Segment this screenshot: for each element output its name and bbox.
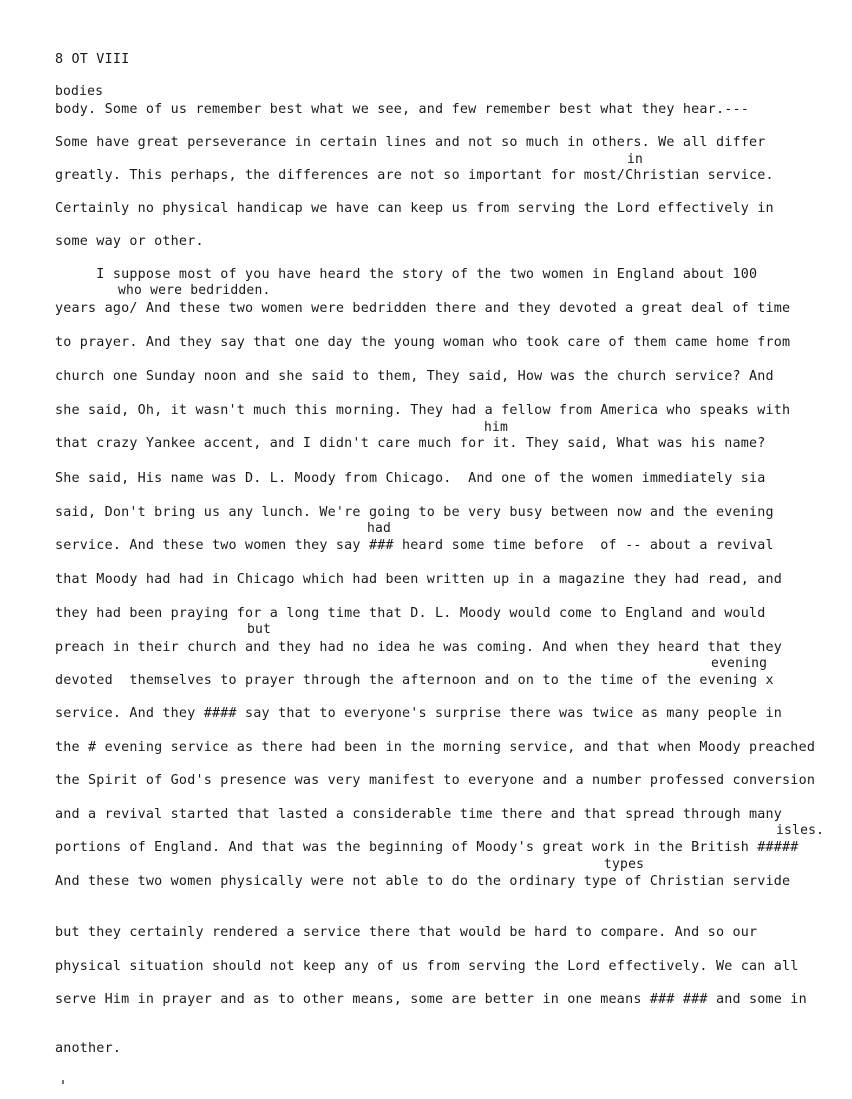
text-line: physical situation should not keep any of us from serving the Lord effectively. We can all: [55, 959, 799, 974]
text-line: serve Him in prayer and as to other means, some are better in one means ### ### and some in: [55, 992, 807, 1007]
text-line: service. And they #### say that to everyone's surprise there was twice as many people in: [55, 706, 783, 721]
page-speck: [62, 1080, 64, 1084]
text-line: they had been praying for a long time that D. L. Moody would come to England and would: [55, 606, 766, 621]
text-line: that Moody had had in Chicago which had been written up in a magazine they had read, and: [55, 572, 783, 587]
text-line: that crazy Yankee accent, and I didn't care much for it. They said, What was his name?: [55, 436, 766, 451]
insertion-text: evening: [711, 656, 768, 671]
page-header: 8 OT VIII: [55, 52, 130, 67]
text-line: preach in their church and they had no idea he was coming. And when they heard that they: [55, 640, 783, 655]
insertion-text: bodies: [55, 84, 104, 99]
text-line: greatly. This perhaps, the differences are not so important for most/Christian service.: [55, 168, 774, 183]
text-line: She said, His name was D. L. Moody from Chicago. And one of the women immediately sia: [55, 471, 766, 486]
text-line: And these two women physically were not able to do the ordinary type of Christian servide: [55, 874, 791, 889]
insertion-text: isles.: [776, 823, 825, 838]
text-line: another.: [55, 1041, 122, 1056]
text-line: some way or other.: [55, 234, 204, 249]
text-line: body. Some of us remember best what we see, and few remember best what they hear.---: [55, 102, 749, 117]
text-line: Some have great perseverance in certain lines and not so much in others. We all differ: [55, 135, 766, 150]
insertion-text: had: [367, 521, 392, 536]
text-line: the Spirit of God's presence was very manifest to everyone and a number professed conversion: [55, 773, 816, 788]
insertion-text: who were bedridden.: [118, 283, 271, 298]
insertion-text: him: [484, 420, 509, 435]
insertion-text: types: [604, 857, 645, 872]
insertion-text: in: [627, 152, 644, 167]
text-line: the # evening service as there had been in the morning service, and that when Moody preached: [55, 740, 816, 755]
text-line: devoted themselves to prayer through the afternoon and on to the time of the evening x: [55, 673, 774, 688]
insertion-text: but: [247, 622, 272, 637]
text-line: I suppose most of you have heard the story of the two women in England about 100: [55, 267, 758, 282]
text-line: Certainly no physical handicap we have can keep us from serving the Lord effectively in: [55, 201, 774, 216]
text-line: but they certainly rendered a service there that would be hard to compare. And so our: [55, 925, 758, 940]
text-line: service. And these two women they say ### heard some time before of -- about a revival: [55, 538, 774, 553]
text-line: portions of England. And that was the beginning of Moody's great work in the British #####: [55, 840, 799, 855]
text-line: she said, Oh, it wasn't much this morning. They had a fellow from America who speaks with: [55, 403, 791, 418]
text-line: and a revival started that lasted a considerable time there and that spread through many: [55, 807, 783, 822]
text-line: years ago/ And these two women were bedridden there and they devoted a great deal of time: [55, 301, 791, 316]
text-line: to prayer. And they say that one day the young woman who took care of them came home from: [55, 335, 791, 350]
text-line: said, Don't bring us any lunch. We're going to be very busy between now and the evening: [55, 505, 774, 520]
text-line: church one Sunday noon and she said to them, They said, How was the church service? And: [55, 369, 774, 384]
